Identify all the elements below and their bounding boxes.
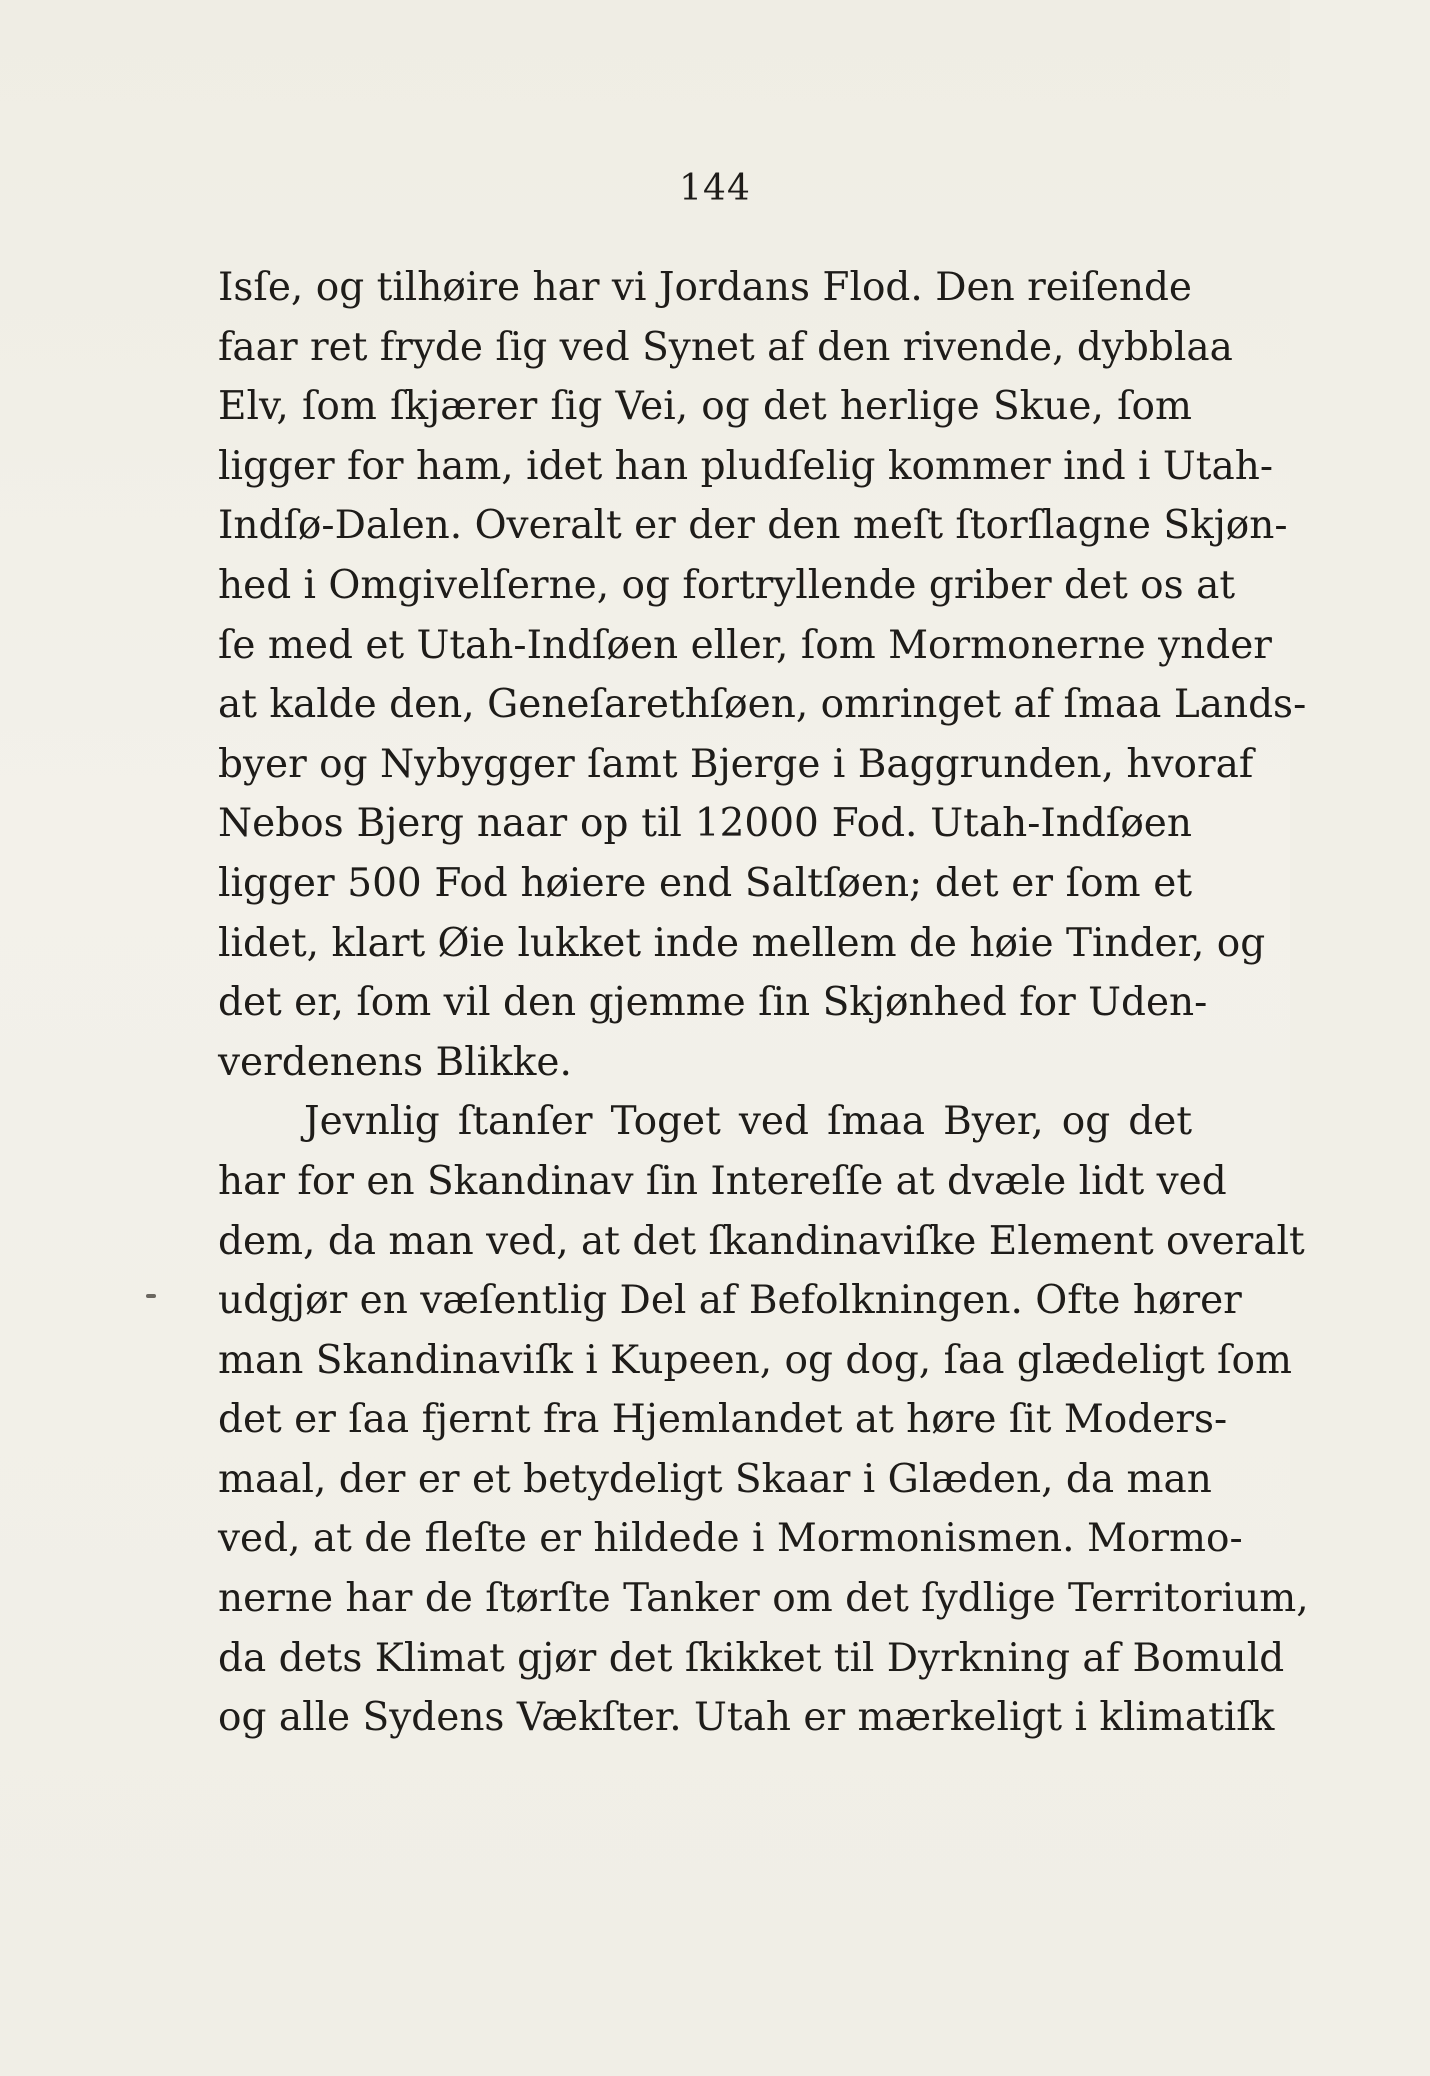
text-line: ved, at de fleſte er hildede i Mormonismen. Mormo- <box>218 1516 1243 1562</box>
page-number: 144 <box>679 168 751 209</box>
text-line: Isſe, og tilhøire har vi Jordans Flod. Den reiſende <box>218 265 1192 310</box>
text-line: og alle Sydens Vækſter. Utah er mærkeligt i klimatiſk <box>218 1695 1275 1741</box>
text-line: ligger for ham, idet han pludſelig kommer ind i Utah- <box>218 443 1274 489</box>
text-line: Indſø-Dalen. Overalt er der den meſt ſtorſlagne Skjøn- <box>218 503 1288 549</box>
paragraph-start-line: Jevnlig ſtanſer Toget ved ſmaa Byer, og det <box>304 1099 1192 1145</box>
text-line: byer og Nybygger ſamt Bjerge i Baggrunden, hvoraf <box>218 741 1254 787</box>
text-line: udgjør en væſentlig Del af Befolkningen. Ofte hører <box>218 1278 1242 1324</box>
text-line: lidet, klart Øie lukket inde mellem de høie Tinder, og <box>218 920 1266 966</box>
text-line: ligger 500 Fod høiere end Saltſøen; det er ſom et <box>218 860 1192 906</box>
text-line: faar ret fryde ſig ved Synet af den rivende, dybblaa <box>218 324 1233 370</box>
text-line: det er ſaa fjernt fra Hjemlandet at høre ſit Moders- <box>218 1397 1228 1443</box>
text-line: da dets Klimat gjør det ſkikket til Dyrkning af Bomuld <box>218 1635 1285 1681</box>
margin-mark <box>146 1294 156 1298</box>
paragraph-end-line: verdenens Blikke. <box>218 1039 572 1085</box>
text-line: ſe med et Utah-Indſøen eller, ſom Mormonerne ynder <box>218 622 1272 668</box>
text-line: det er, ſom vil den gjemme ſin Skjønhed for Uden- <box>218 980 1208 1026</box>
text-line: maal, der er et betydeligt Skaar i Glæden, da man <box>218 1456 1212 1502</box>
text-line: at kalde den, Geneſarethſøen, omringet af ſmaa Lands- <box>218 682 1307 728</box>
text-line: hed i Omgivelſerne, og fortryllende griber det os at <box>218 562 1235 608</box>
text-line: man Skandinaviſk i Kupeen, og dog, ſaa glædeligt ſom <box>218 1337 1292 1383</box>
text-line: Nebos Bjerg naar op til 12000 Fod. Utah-Indſøen <box>218 801 1192 847</box>
body-text <box>218 258 1309 1748</box>
text-line: dem, da man ved, at det ſkandinaviſke Element overalt <box>218 1218 1305 1264</box>
text-line: nerne har de ſtørſte Tanker om det ſydlige Territorium, <box>218 1576 1309 1622</box>
text-line: har for en Skandinav ſin Intereſſe at dvæle lidt ved <box>218 1158 1227 1204</box>
text-line: Elv, ſom ſkjærer ſig Vei, og det herlige Skue, ſom <box>218 384 1192 430</box>
